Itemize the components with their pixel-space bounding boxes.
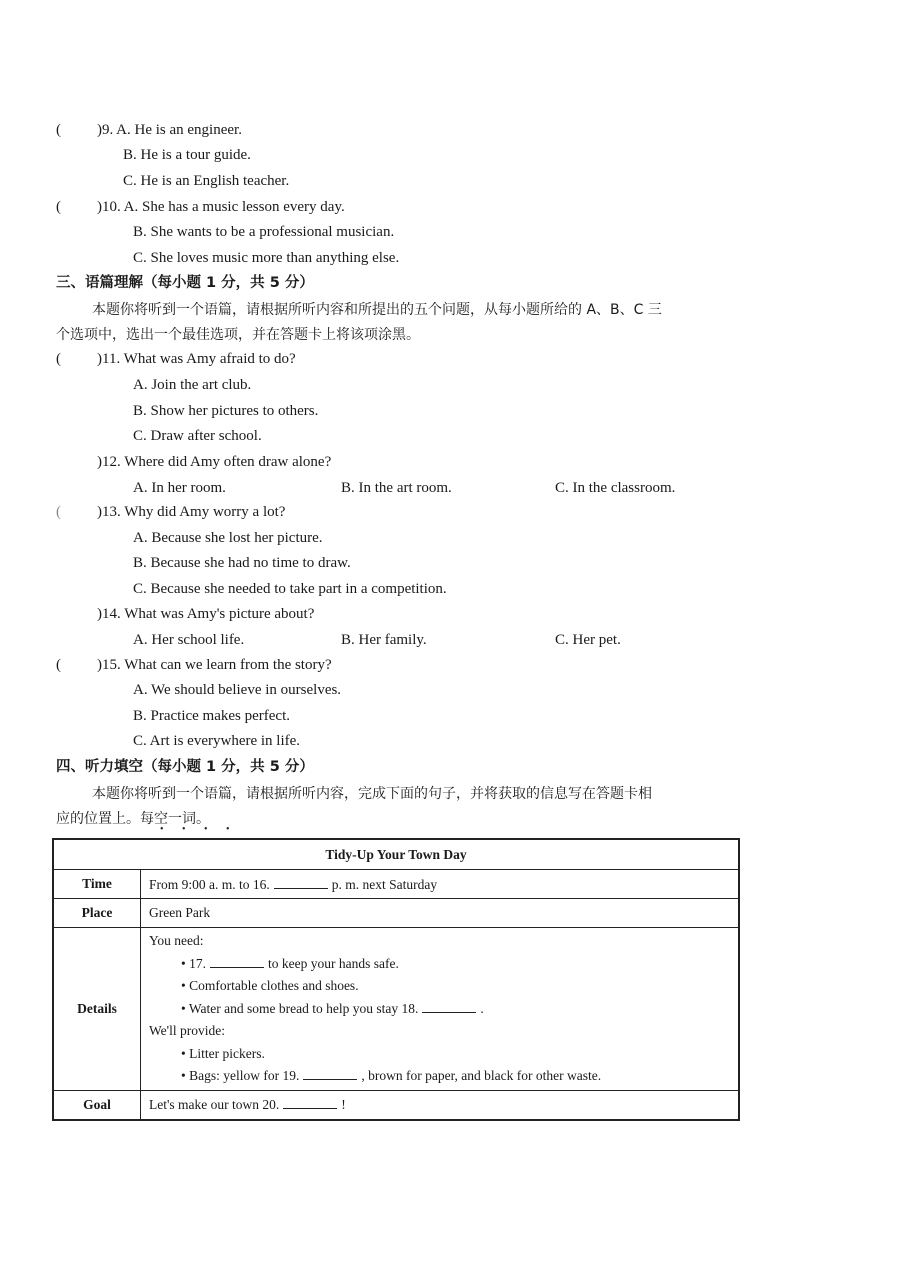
place-value: Green Park bbox=[141, 899, 740, 928]
goal-label: Goal bbox=[53, 1090, 141, 1120]
provide-19-text: • Bags: yellow for 19. bbox=[181, 1068, 300, 1083]
need-18-text: • Water and some bread to help you stay 18. bbox=[181, 1000, 419, 1016]
need-17-text-end: to keep your hands safe. bbox=[267, 955, 399, 971]
tidy-up-table bbox=[52, 838, 740, 1121]
need-17-text: • 17. bbox=[181, 955, 206, 971]
need-item-17 bbox=[149, 953, 730, 976]
section-3-instructions-cont: 个选项中，选出一个最佳选项，并在答题卡上将该项涂黑。 bbox=[56, 327, 420, 343]
q15-option-a: A. We should believe in ourselves. bbox=[133, 682, 342, 698]
need-item-clothes: • Comfortable clothes and shoes. bbox=[181, 978, 359, 993]
time-text: From 9:00 a. m. to 16. bbox=[149, 876, 270, 892]
need-18-text-end: . bbox=[480, 1000, 484, 1016]
goal-text: Let's make our town 20. bbox=[149, 1097, 280, 1112]
section-4-instructions: 本题你将听到一个语篇，请根据所听内容，完成下面的句子，并将获取的信息写在答题卡相 bbox=[92, 786, 652, 802]
q14-option-c: C. Her pet. bbox=[555, 632, 621, 648]
goal-value bbox=[141, 1090, 740, 1120]
blank-18 bbox=[422, 1000, 476, 1013]
q10-stem: )10. A. She has a music lesson every day. bbox=[97, 199, 345, 215]
provide-19-text-end: , brown for paper, and black for other waste. bbox=[361, 1068, 602, 1083]
time-label: Time bbox=[53, 870, 141, 899]
provide-item-19 bbox=[149, 1065, 730, 1088]
place-label: Place bbox=[53, 899, 141, 928]
answer-paren: ( bbox=[56, 199, 61, 215]
q12-option-c: C. In the classroom. bbox=[555, 480, 676, 496]
q12-stem: )12. Where did Amy often draw alone? bbox=[97, 454, 332, 470]
q15-option-b: B. Practice makes perfect. bbox=[133, 708, 291, 724]
answer-paren: ( bbox=[56, 351, 61, 367]
q10-option-b: B. She wants to be a professional musician. bbox=[133, 224, 395, 240]
q14-option-b: B. Her family. bbox=[341, 632, 427, 648]
q11-option-a: A. Join the art club. bbox=[133, 377, 252, 393]
emphasis-dots: • • • • bbox=[160, 824, 238, 835]
q15-stem: )15. What can we learn from the story? bbox=[97, 657, 332, 673]
q13-option-b: B. Because she had no time to draw. bbox=[133, 555, 351, 571]
details-label: Details bbox=[53, 928, 141, 1091]
q13-option-c: C. Because she needed to take part in a competition. bbox=[133, 581, 447, 597]
section-4-heading: 四、听力填空（每小题 1 分，共 5 分） bbox=[56, 759, 314, 775]
q11-stem: )11. What was Amy afraid to do? bbox=[97, 351, 296, 367]
blank-16 bbox=[274, 876, 328, 889]
goal-text-end: ! bbox=[341, 1097, 346, 1112]
you-need-heading: You need: bbox=[149, 933, 204, 948]
q12-option-b: B. In the art room. bbox=[341, 480, 452, 496]
q9-option-b: B. He is a tour guide. bbox=[123, 147, 251, 163]
q13-option-a: A. Because she lost her picture. bbox=[133, 530, 323, 546]
we-provide-heading: We'll provide: bbox=[149, 1023, 225, 1038]
section-3-instructions: 本题你将听到一个语篇，请根据所听内容和所提出的五个问题，从每小题所给的 A、B、C 三 bbox=[92, 302, 662, 318]
q13-stem: )13. Why did Amy worry a lot? bbox=[97, 504, 286, 520]
q11-option-b: B. Show her pictures to others. bbox=[133, 403, 319, 419]
need-item-18 bbox=[149, 998, 730, 1021]
q14-option-a: A. Her school life. bbox=[133, 632, 245, 648]
q12-option-a: A. In her room. bbox=[133, 480, 226, 496]
answer-paren: ( bbox=[56, 657, 61, 673]
section-4-instructions-cont: 应的位置上。每空一词。 bbox=[56, 811, 210, 827]
answer-paren: ( bbox=[56, 122, 61, 138]
q9-option-c: C. He is an English teacher. bbox=[123, 173, 290, 189]
q14-stem: )14. What was Amy's picture about? bbox=[97, 606, 315, 622]
section-3-heading: 三、语篇理解（每小题 1 分，共 5 分） bbox=[56, 275, 314, 291]
q10-option-c: C. She loves music more than anything else. bbox=[133, 250, 400, 266]
blank-19 bbox=[303, 1067, 357, 1080]
q9-stem: )9. A. He is an engineer. bbox=[97, 122, 242, 138]
q11-option-c: C. Draw after school. bbox=[133, 428, 262, 444]
provide-item-pickers: • Litter pickers. bbox=[181, 1045, 265, 1061]
table-title: Tidy-Up Your Town Day bbox=[53, 839, 739, 870]
time-value bbox=[141, 870, 740, 899]
answer-paren: ( bbox=[56, 504, 61, 520]
details-cell bbox=[141, 928, 740, 1091]
blank-17 bbox=[210, 955, 264, 968]
time-text-end: p. m. next Saturday bbox=[331, 876, 438, 892]
blank-20 bbox=[283, 1096, 337, 1109]
q15-option-c: C. Art is everywhere in life. bbox=[133, 733, 301, 749]
